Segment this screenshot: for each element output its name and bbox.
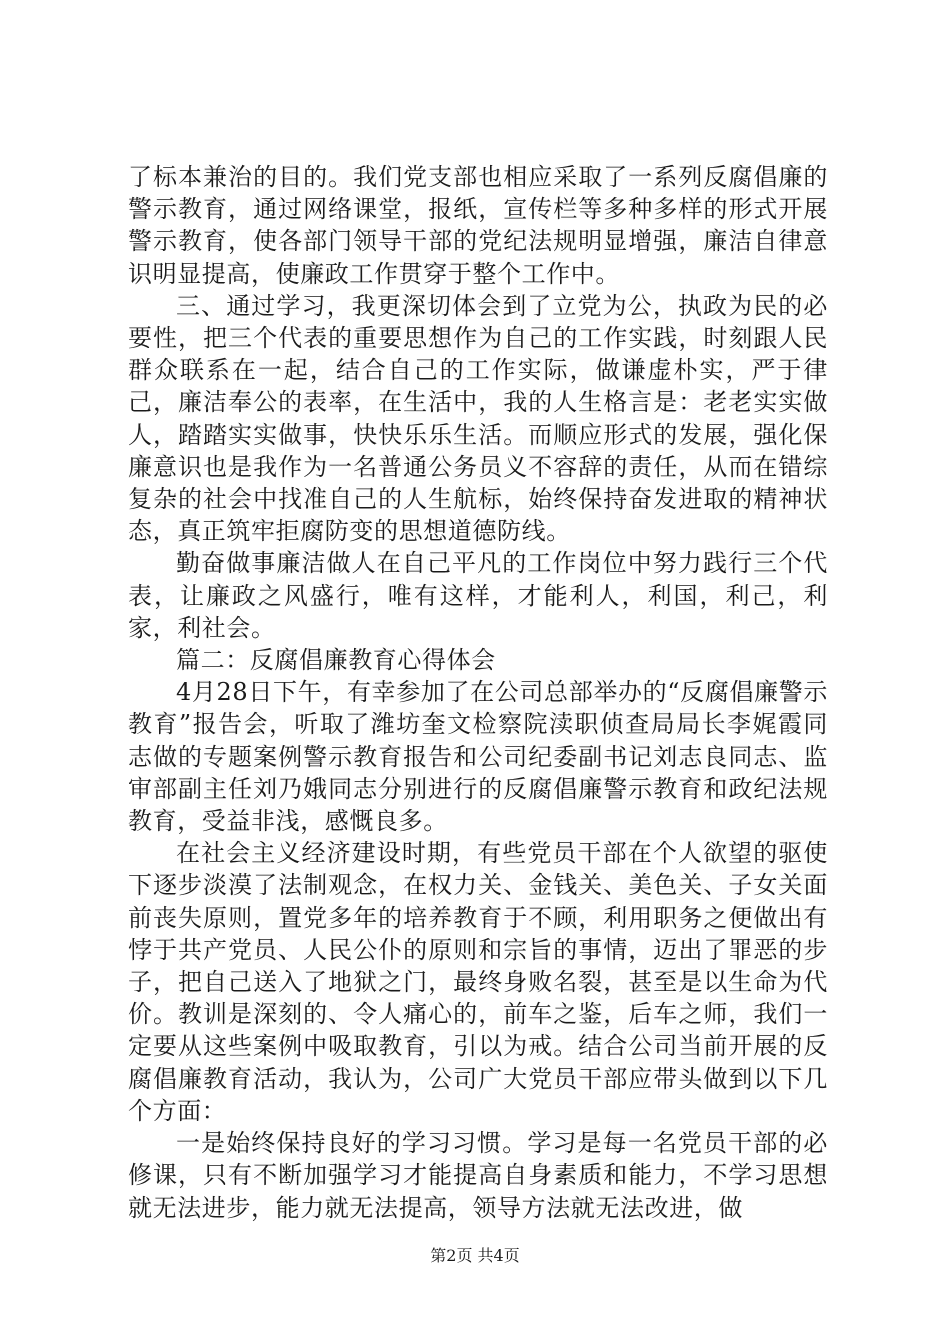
paragraph-1: 了标本兼治的目的。我们党支部也相应采取了一系列反腐倡廉的警示教育，通过网络课堂，报纸，宣传栏等多种多样的形式开展警示教育，使各部门领导干部的党纪法规明显增强，廉洁自律意识明显提高，使廉政工作贯穿于整个工作中。 [128,163,828,288]
paragraph-3: 勤奋做事廉洁做人在自己平凡的工作岗位中努力践行三个代表，让廉政之风盛行，唯有这样，才能利人，利国，利己，利家，利社会。 [128,549,828,642]
section-heading: 篇二：反腐倡廉教育心得体会 [176,646,496,675]
page-footer: 第2页 共4页 [430,1246,520,1265]
paragraph-5: 在社会主义经济建设时期，有些党员干部在个人欲望的驱使下逐步淡漠了法制观念，在权力关、金钱关、美色关、子女关面前丧失原则，置党多年的培养教育于不顾，利用职务之便做出有悖于共产党员、人民公仆的原则和宗旨的事情，迈出了罪恶的步子，把自己送入了地狱之门，最终身败名裂，甚至是以生命为代价。教训是深刻的、令人痛心的，前车之鉴，后车之师，我们一定要从这些案例中吸取教育，引以为戒。结合公司当前开展的反腐倡廉教育活动，我认为，公司广大党员干部应带头做到以下几个方面： [128,839,828,1125]
paragraph-6: 一是始终保持良好的学习习惯。学习是每一名党员干部的必修课，只有不断加强学习才能提高自身素质和能力，不学习思想就无法进步，能力就无法提高，领导方法就无法改进，做 [128,1129,828,1222]
paragraph-2: 三、通过学习，我更深切体会到了立党为公，执政为民的必要性，把三个代表的重要思想作为自己的工作实践，时刻跟人民群众联系在一起，结合自己的工作实际，做谦虚朴实，严于律己，廉洁奉公的表率，在生活中，我的人生格言是：老老实实做人，踏踏实实做事，快快乐乐生活。而顺应形式的发展，强化保廉意识也是我作为一名普通公务员义不容辞的责任，从而在错综复杂的社会中找准自己的人生航标，始终保持奋发进取的精神状态，真正筑牢拒腐防变的思想道德防线。 [128,291,828,546]
body-text [128,161,828,1224]
paragraph-4: 4月28日下午，有幸参加了在公司总部举办的“反腐倡廉警示教育”报告会，听取了潍坊奎文检察院渎职侦查局局长李娓霞同志做的专题案例警示教育报告和公司纪委副书记刘志良同志、监审部副主任刘乃娥同志分别进行的反腐倡廉警示教育和政纪法规教育，受益非浅，感慨良多。 [128,678,828,836]
